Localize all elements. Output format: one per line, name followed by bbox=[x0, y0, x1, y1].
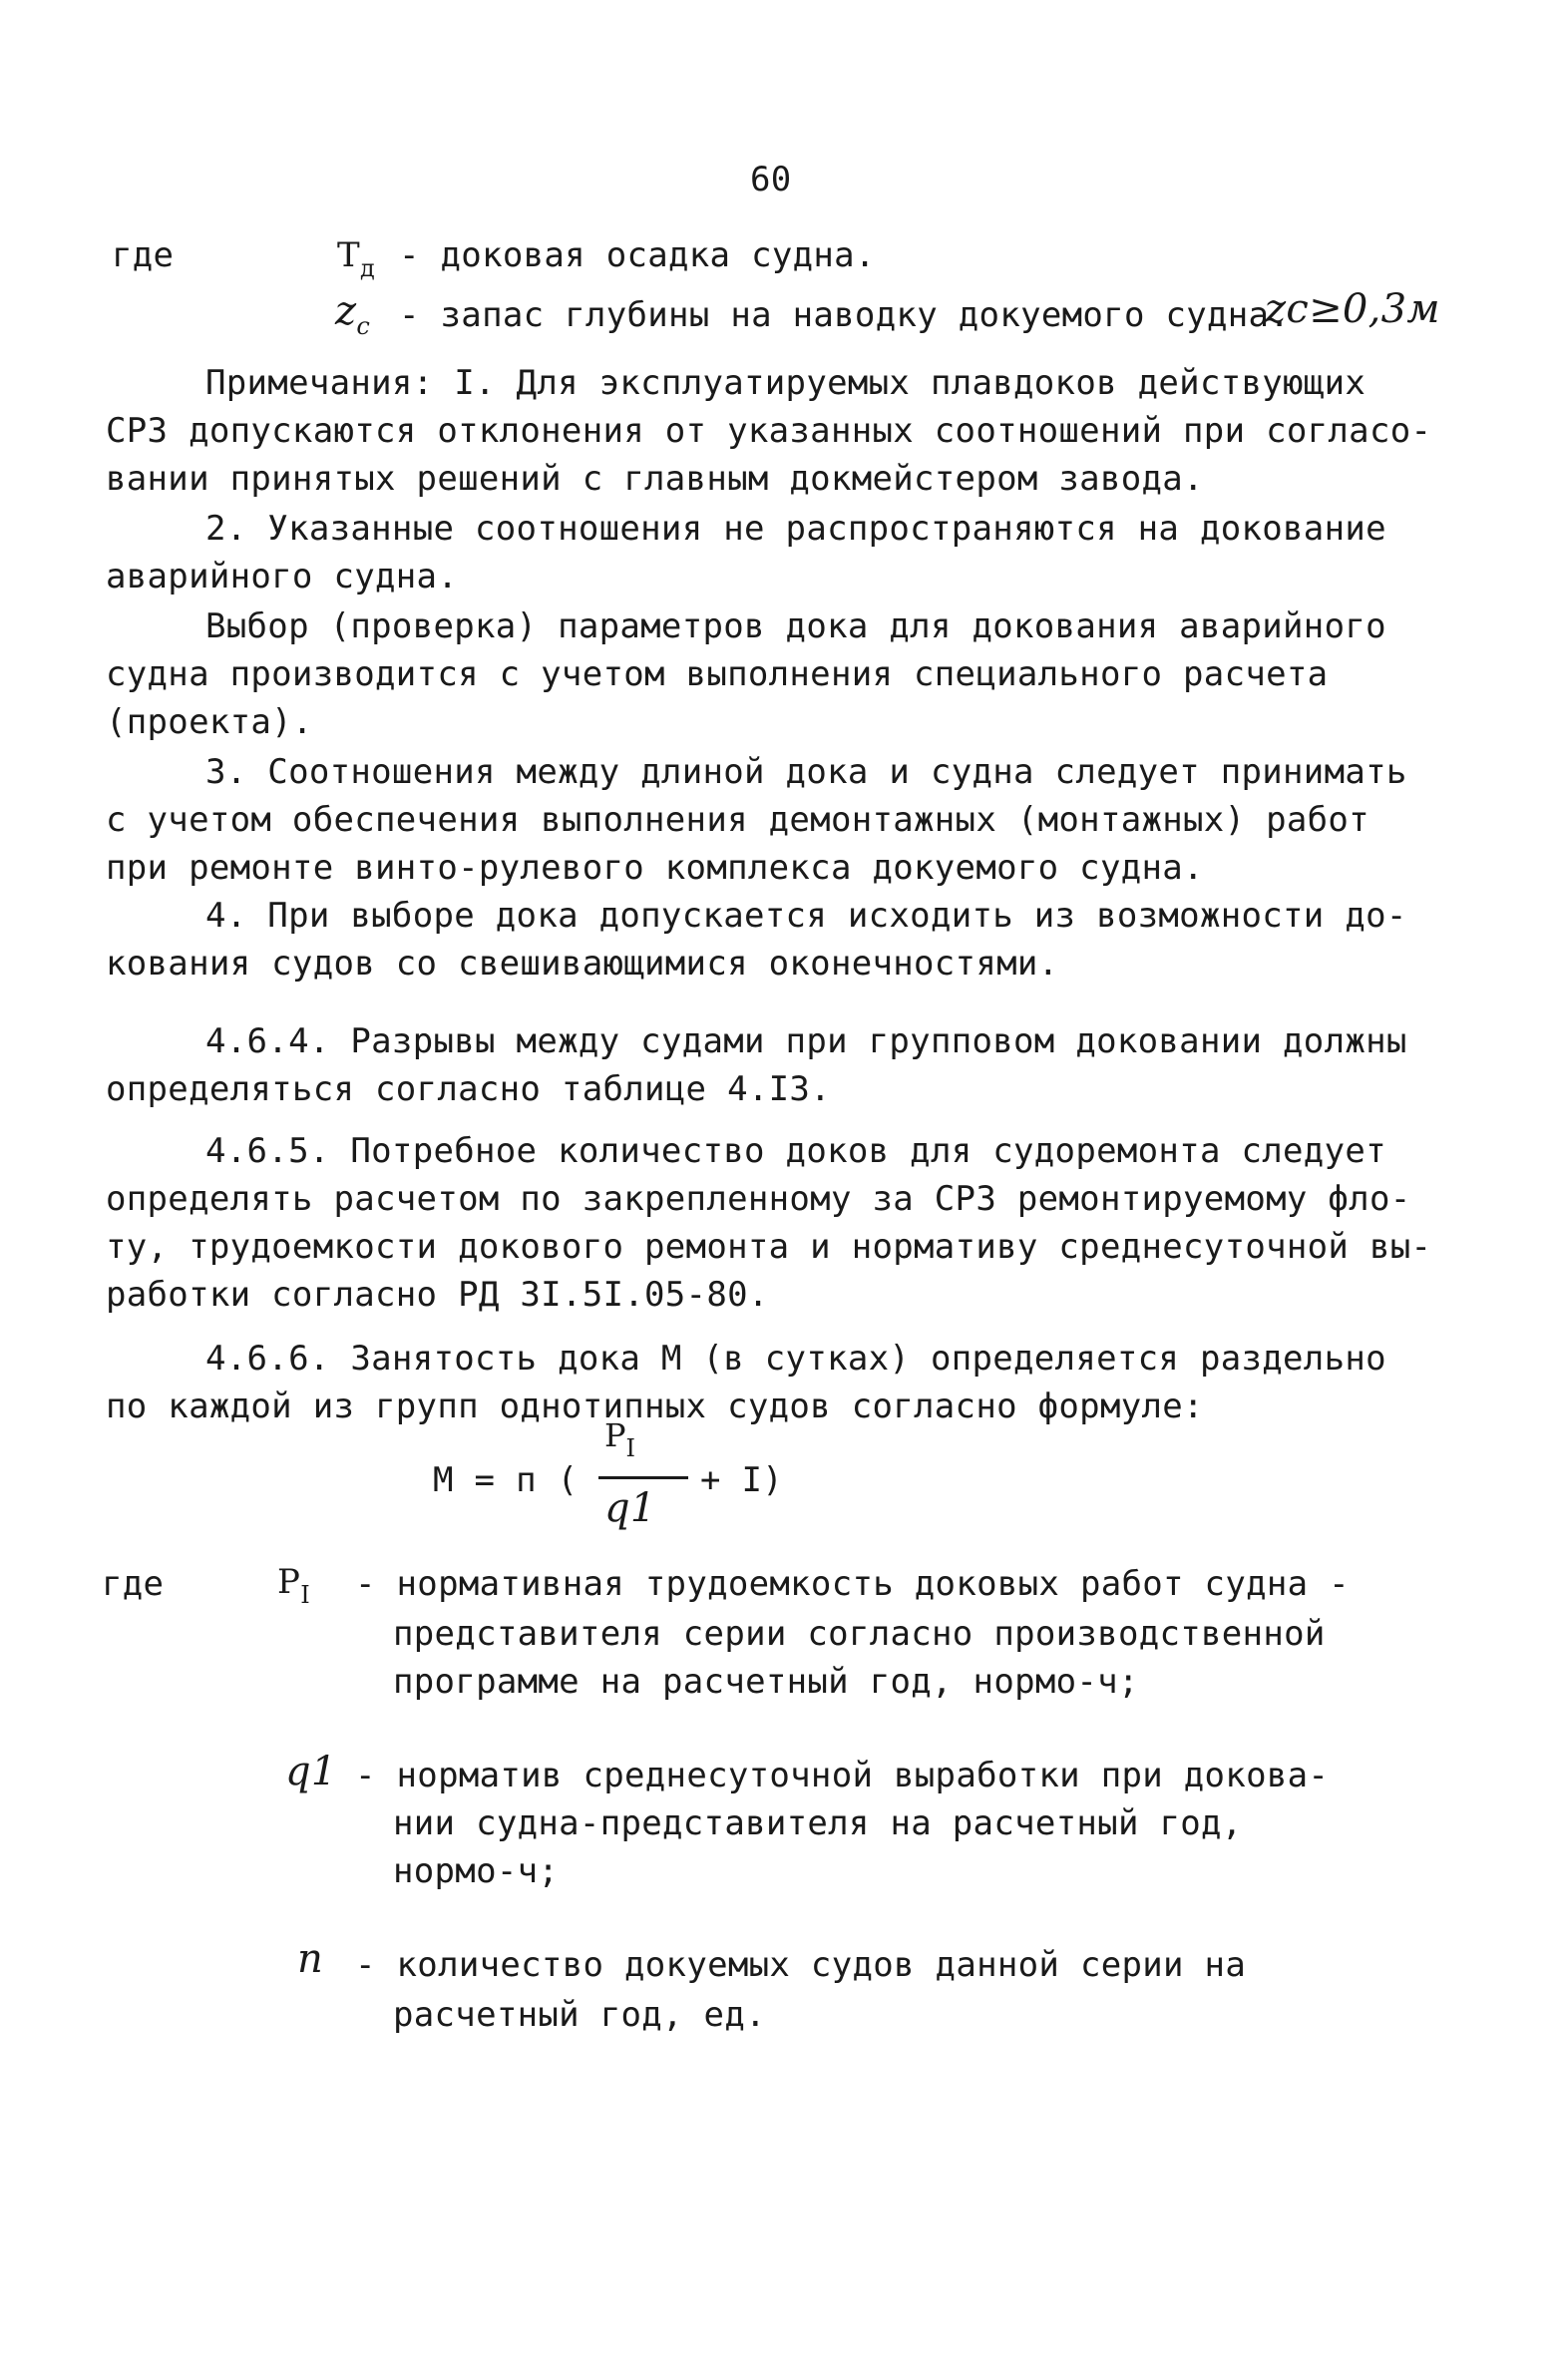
formula-numerator: $P_I$ bbox=[604, 1416, 636, 1462]
para-4-6-6-line-2: по каждой из групп однотипных судов согласно формуле: bbox=[106, 1387, 1204, 1426]
notes-line-4: 2. Указанные соотношения не распространяются на докование bbox=[205, 509, 1386, 549]
pi-definition-line-2: представителя серии согласно производственной bbox=[393, 1614, 1326, 1654]
para-4-6-5-line-3: ту, трудоемкости докового ремонта и нормативу среднесуточной вы- bbox=[106, 1227, 1432, 1267]
notes-line-1: Примечания: I. Для эксплуатируемых плавдоков действующих bbox=[205, 363, 1366, 403]
n-definition-line-2: расчетный год, ед. bbox=[393, 1995, 766, 2035]
q1-definition-line-2: нии судна-представителя на расчетный год, bbox=[393, 1803, 1243, 1843]
where-label-top: где bbox=[112, 235, 175, 275]
para-4-6-5-line-4: работки согласно РД 3I.5I.05-80. bbox=[106, 1275, 769, 1315]
formula-rhs: + I) bbox=[700, 1460, 784, 1500]
notes-line-3: вании принятых решений с главным докмейстером завода. bbox=[106, 459, 1204, 499]
notes-line-2: СРЗ допускаются отклонения от указанных соотношений при согласо- bbox=[106, 411, 1432, 451]
q1-definition-line-1: - норматив среднесуточной выработки при докова- bbox=[355, 1756, 1330, 1795]
notes-line-10: с учетом обеспечения выполнения демонтажных (монтажных) работ bbox=[106, 800, 1369, 840]
notes-line-13: кования судов со свешивающимися оконечностями. bbox=[106, 944, 1059, 984]
formula-denominator: q1 bbox=[604, 1485, 656, 1531]
para-4-6-4-line-2: определяться согласно таблице 4.I3. bbox=[106, 1069, 831, 1109]
para-4-6-4-line-1: 4.6.4. Разрывы между судами при групповом доковании должны bbox=[205, 1021, 1407, 1061]
n-definition-line-1: - количество докуемых судов данной серии на bbox=[355, 1945, 1247, 1985]
notes-line-7: судна производится с учетом выполнения специального расчета bbox=[106, 654, 1329, 694]
page-number: 60 bbox=[750, 160, 792, 199]
para-4-6-5-line-1: 4.6.5. Потребное количество доков для судоремонта следует bbox=[205, 1131, 1386, 1171]
td-definition: - доковая осадка судна. bbox=[399, 235, 876, 275]
notes-line-11: при ремонте винто-рулевого комплекса докуемого судна. bbox=[106, 848, 1204, 888]
para-4-6-6-line-1: 4.6.6. Занятость дока М (в сутках) определяется раздельно bbox=[205, 1339, 1386, 1379]
zc-handwritten-note: zc≥0,3м bbox=[1265, 286, 1440, 332]
notes-line-8: (проекта). bbox=[106, 702, 313, 742]
pi-symbol: $P_I$ bbox=[277, 1562, 310, 1609]
zc-symbol: $z_c$ bbox=[335, 288, 371, 340]
q1-symbol: q1 bbox=[285, 1749, 337, 1794]
formula-lhs: М = п ( bbox=[433, 1460, 579, 1500]
notes-line-6: Выбор (проверка) параметров дока для докования аварийного bbox=[205, 606, 1386, 646]
notes-line-9: 3. Соотношения между длиной дока и судна следует принимать bbox=[205, 752, 1407, 792]
td-symbol: $Т_д$ bbox=[337, 235, 376, 282]
notes-line-12: 4. При выборе дока допускается исходить из возможности до- bbox=[205, 896, 1407, 936]
where-label-bottom: где bbox=[102, 1564, 165, 1604]
q1-definition-line-3: нормо-ч; bbox=[393, 1851, 560, 1891]
n-symbol: n bbox=[297, 1936, 324, 1982]
notes-line-5: аварийного судна. bbox=[106, 557, 459, 596]
pi-definition-line-1: - нормативная трудоемкость доковых работ судна - bbox=[355, 1564, 1350, 1604]
pi-definition-line-3: программе на расчетный год, нормо-ч; bbox=[393, 1662, 1139, 1702]
para-4-6-5-line-2: определять расчетом по закрепленному за СРЗ ремонтируемому фло- bbox=[106, 1179, 1411, 1219]
formula-fraction-bar bbox=[598, 1476, 688, 1479]
zc-definition: - запас глубины на наводку докуемого судна. bbox=[399, 295, 1291, 335]
